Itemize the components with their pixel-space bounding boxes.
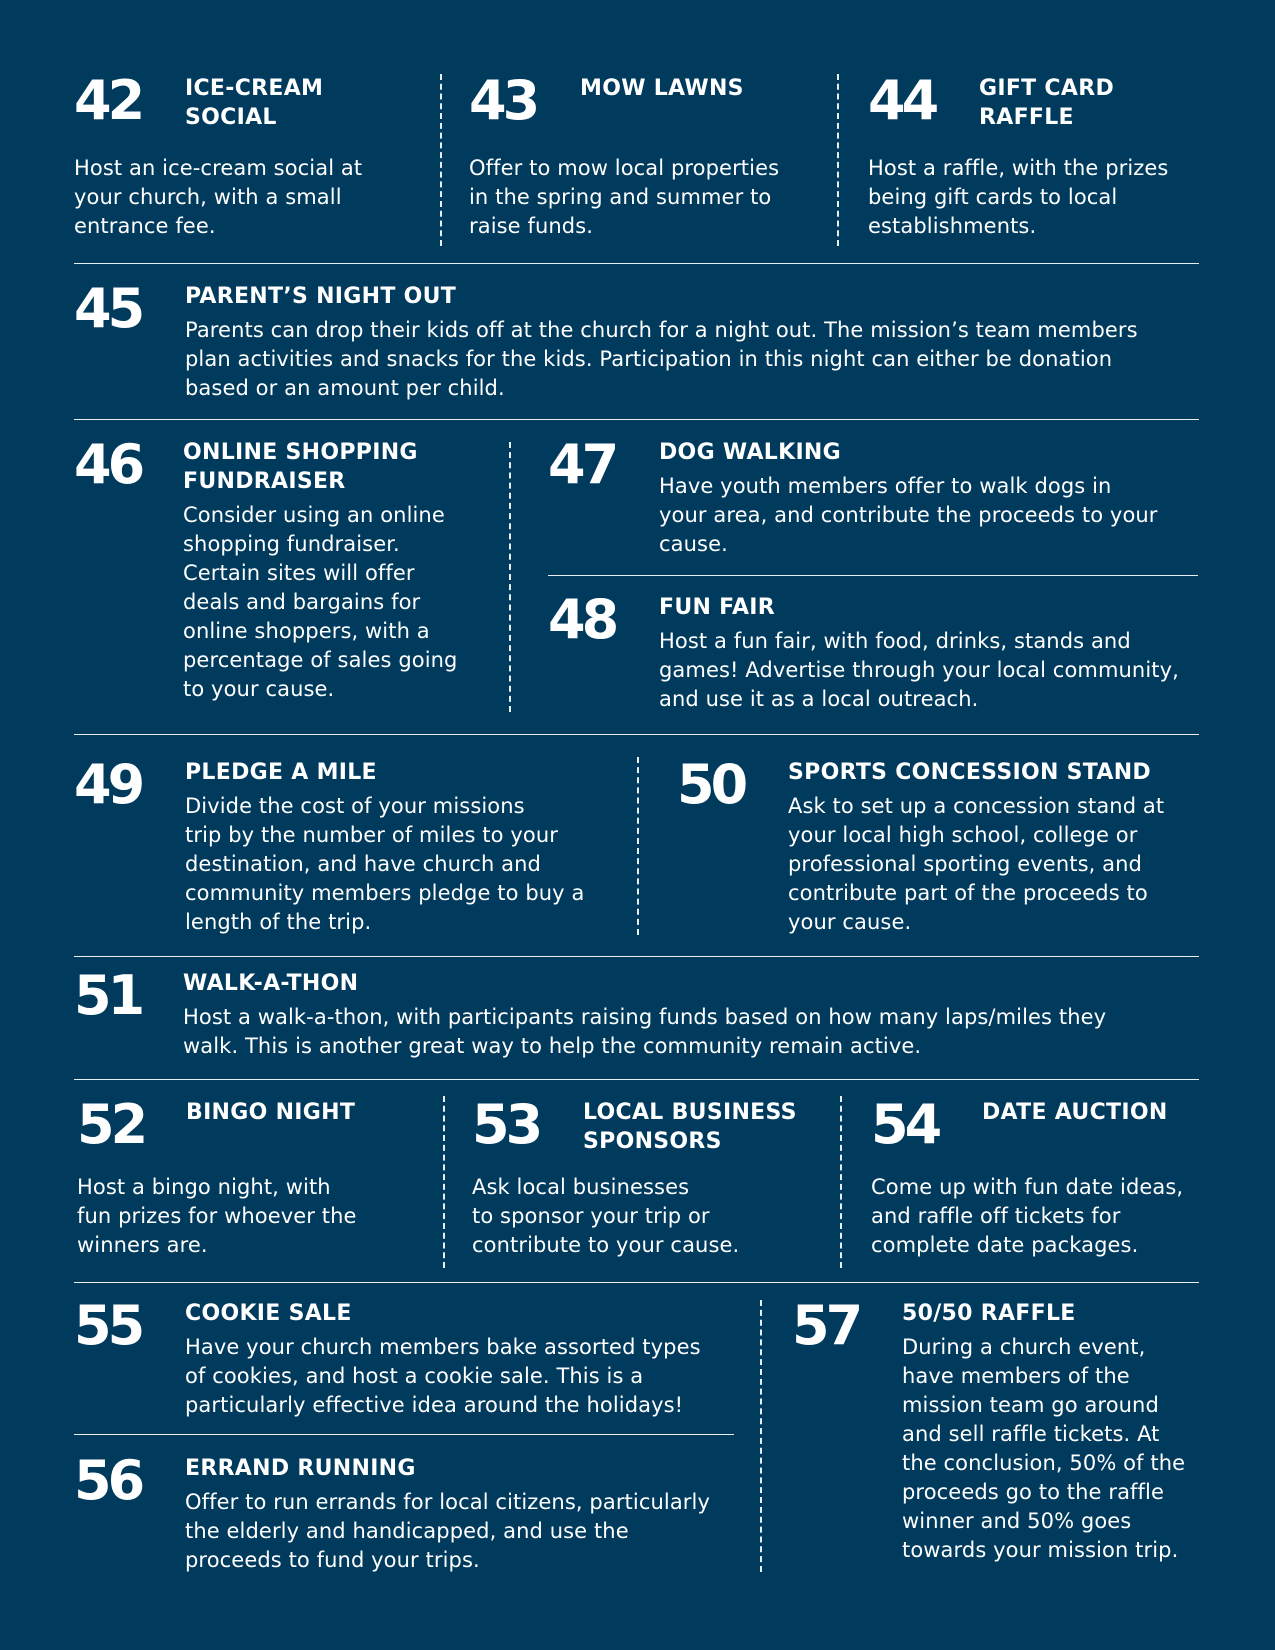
horizontal-divider [74,1282,1199,1283]
horizontal-divider [74,734,1199,735]
horizontal-divider [74,419,1199,420]
idea-description: Offer to run errands for local citizens, particularly the elderly and handicapped, and use the proceeds to fund your trips. [185,1490,710,1572]
horizontal-divider [74,956,1199,957]
idea-description: Ask local businesses to sponsor your trip or contribute to your cause. [472,1175,740,1257]
idea-number: 49 [74,753,142,816]
horizontal-divider [74,1079,1199,1080]
idea-number: 45 [74,277,142,340]
idea-description: Host an ice-cream social at your church, with a small entrance fee. [74,156,363,238]
dashed-divider [760,1300,762,1572]
idea-title: ICE-CREAM SOCIAL [185,76,324,130]
horizontal-divider [548,575,1198,576]
idea-description: Host a raffle, with the prizes being gift cards to local establishments. [868,156,1169,238]
idea-number: 44 [868,69,936,132]
idea-title: LOCAL BUSINESS SPONSORS [583,1100,797,1154]
idea-title: DATE AUCTION [982,1100,1168,1125]
idea-number: 47 [548,433,616,496]
idea-number: 57 [792,1294,860,1357]
idea-number: 53 [472,1093,540,1156]
idea-description: Consider using an online shopping fundraiser. Certain sites will offer deals and bargains for online shoppers, with a percentage of sales going to your cause. [183,503,458,701]
dashed-divider [443,1096,445,1268]
idea-number: 50 [677,753,745,816]
idea-description: Divide the cost of your missions trip by the number of miles to your destination, and have church and community members pledge to buy a length of the trip. [185,794,585,934]
idea-description: Parents can drop their kids off at the church for a night out. The mission’s team members plan activities and snacks for the kids. Participation in this night can either be donation based or an amount per child. [185,318,1138,400]
idea-number: 52 [77,1093,145,1156]
dashed-divider [509,442,511,712]
idea-description: Have youth members offer to walk dogs in your area, and contribute the proceeds to your cause. [659,474,1158,556]
idea-title: DOG WALKING [659,440,842,465]
horizontal-divider [74,1434,734,1435]
horizontal-divider [74,263,1199,264]
idea-title: SPORTS CONCESSION STAND [788,760,1151,785]
dashed-divider [637,757,639,935]
idea-number: 54 [871,1093,939,1156]
idea-title: PLEDGE A MILE [185,760,377,785]
idea-description: During a church event, have members of the mission team go around and sell raffle tickets. At the conclusion, 50% of the proceeds go to the raffle winner and 50% goes towards your mission trip. [902,1335,1186,1562]
idea-title: FUN FAIR [659,595,776,620]
idea-title: PARENT’S NIGHT OUT [185,284,457,309]
idea-description: Host a walk-a-thon, with participants raising funds based on how many laps/miles they walk. This is another great way to help the community remain active. [183,1005,1107,1058]
idea-title: GIFT CARD RAFFLE [979,76,1115,130]
idea-number: 51 [74,964,142,1027]
idea-description: Come up with fun date ideas, and raffle off tickets for complete date packages. [871,1175,1184,1257]
idea-number: 43 [469,69,537,132]
dashed-divider [840,1096,842,1268]
idea-description: Host a fun fair, with food, drinks, stands and games! Advertise through your local community, and use it as a local outreach. [659,629,1179,711]
idea-description: Have your church members bake assorted types of cookies, and host a cookie sale. This is a particularly effective idea around the holidays! [185,1335,701,1417]
idea-number: 42 [74,69,142,132]
idea-title: WALK-A-THON [183,971,359,996]
idea-number: 48 [548,588,616,651]
idea-title: 50/50 RAFFLE [902,1301,1076,1326]
idea-description: Ask to set up a concession stand at your local high school, college or professional sporting events, and contribute part of the proceeds to your cause. [788,794,1165,934]
idea-description: Offer to mow local properties in the spring and summer to raise funds. [469,156,780,238]
dashed-divider [440,74,442,246]
idea-title: ONLINE SHOPPING FUNDRAISER [183,440,418,494]
idea-title: ERRAND RUNNING [185,1456,416,1481]
idea-number: 46 [74,433,142,496]
idea-title: MOW LAWNS [580,76,744,101]
idea-title: BINGO NIGHT [186,1100,356,1125]
idea-number: 56 [74,1449,142,1512]
idea-description: Host a bingo night, with fun prizes for whoever the winners are. [77,1175,357,1257]
dashed-divider [837,74,839,246]
idea-title: COOKIE SALE [185,1301,352,1326]
idea-number: 55 [74,1294,142,1357]
